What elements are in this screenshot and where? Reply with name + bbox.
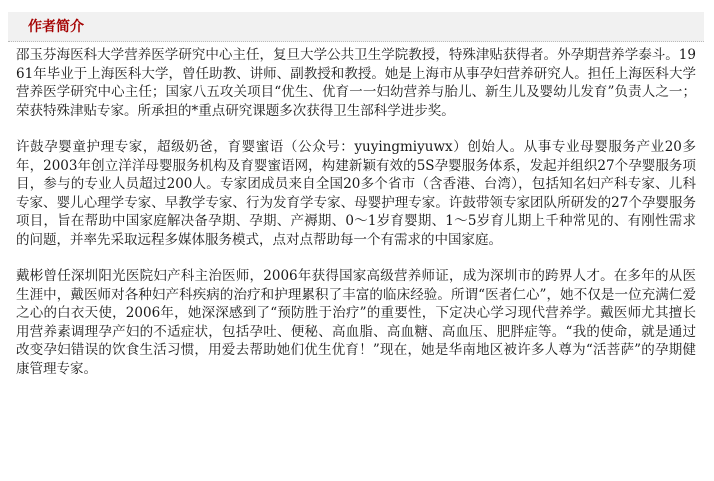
bio-paragraph-xu: 许鼓孕婴童护理专家，超级奶爸，育婴蜜语（公众号：yuyingmiyuwx）创始人。从事专业母婴服务产业20多年，2003年创立洋洋母婴服务机构及育婴蜜语网，构建新颖有效的5S孕婴服务体系，发起并组织27个孕婴服务项目，参与的专业人员超过200人。专家团成员来自全国20多个省市（含香港、台湾），包括知名妇产科专家、儿科专家、婴儿心理学专家、早教学专家、行为发育学专家、母婴护理专家。许鼓带领专家团队所研发的27个孕婴服务项目，旨在帮助中国家庭解决备孕期、孕期、产褥期、0～1岁育婴期、1～5岁育儿期上千种常见的、有刚性需求的问题，并率先采取远程多媒体服务模式，点对点帮助每一个有需求的中国家庭。 [16, 139, 696, 248]
bio-paragraph-shao: 邵玉芬海医科大学营养医学研究中心主任，复旦大学公共卫生学院教授，特殊津贴获得者。外孕期营养学泰斗。1961年毕业于上海医科大学，曾任助教、讲师、副教授和教授。她是上海市从事孕妇营养研究人。担任上海医科大学营养医学研究中心主任；国家八五攻关项目“优生、优育一一妇幼营养与胎儿、新生儿及婴幼儿发育”负责人之一；荣获特殊津贴专家。所承担的*重点研究课题多次获得卫生部科学进步奖。 [16, 47, 696, 119]
author-bio-content [16, 46, 696, 396]
section-header [8, 12, 704, 42]
bio-paragraph-dai: 戴彬曾任深圳阳光医院妇产科主治医师，2006年获得国家高级营养师证，成为深圳市的跨界人才。在多年的从医生涯中，戴医师对各种妇产科疾病的治疗和护理累积了丰富的临床经验。所谓“医者仁心”，她不仅是一位充满仁爱之心的白衣天使，2006年，她深深感到了“预防胜于治疗”的重要性，下定决心学习现代营养学。戴医师尤其擅长用营养素调理孕产妇的不适症状，包括孕吐、便秘、高血脂、高血糖、高血压、肥胖症等。“我的使命，就是通过改变孕妇错误的饮食生活习惯，用爱去帮助她们优生优育！”现在，她是华南地区被许多人尊为“活菩萨”的孕期健康管理专家。 [16, 268, 696, 377]
section-title: 作者简介 [28, 19, 84, 35]
